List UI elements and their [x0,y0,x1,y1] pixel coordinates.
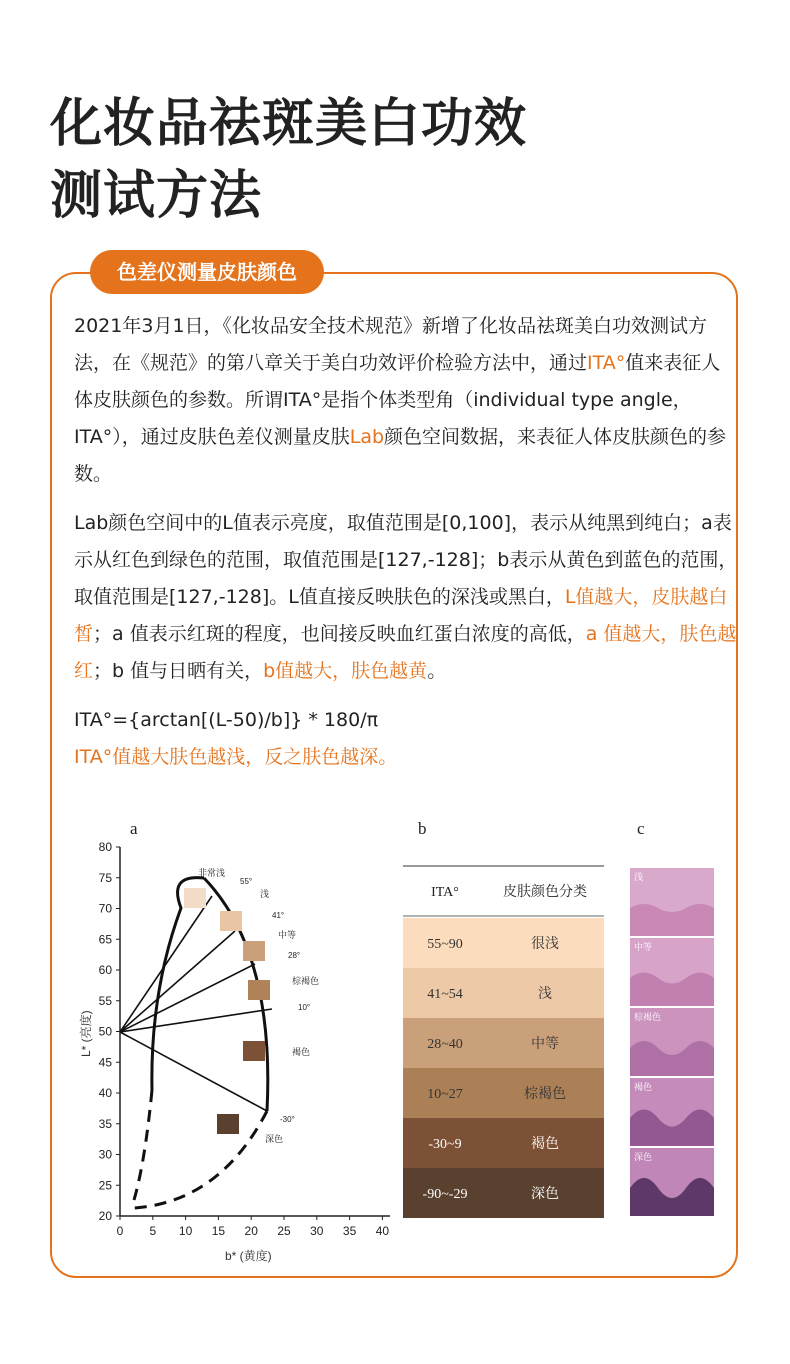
intro-highlight-lab: Lab [349,426,385,448]
y-tick-label: 80 [98,840,112,854]
y-tick-label: 65 [98,932,112,947]
arc-outer [134,1111,267,1208]
region-label-brown: 褐色 [292,1047,311,1057]
region-label-dark: 深色 [265,1134,284,1144]
x-tick-label: 15 [211,1224,226,1238]
lab-text-3: ；b 值与日晒有关， [93,660,264,682]
arc-inner [134,1090,152,1200]
region-label-intermediate: 中等 [278,930,297,940]
page-title [50,88,527,232]
table-cell-class: 浅 [538,985,552,1001]
table-header-ita: ITA° [431,885,459,900]
section-label: 色差仪测量皮肤颜色 [90,250,324,294]
panel-c-letter: c [637,819,645,838]
y-tick-label: 60 [98,963,112,977]
panel-a-letter: a [130,819,138,838]
x-axis-label: b* (黄度) [225,1249,272,1263]
angle-label-28: 28° [288,951,301,960]
panel-b-letter: b [418,819,427,838]
swatch-very-light [184,888,206,908]
x-ticks [117,1216,390,1238]
paragraph-intro [74,308,738,493]
body-text [74,308,738,788]
table-cell-range: 55~90 [427,937,463,952]
histology-label: 棕褐色 [634,1012,662,1022]
table-cell-range: 28~40 [427,1037,463,1052]
table-header-class: 皮肤颜色分类 [503,883,587,899]
ita-figure [60,812,730,1272]
intro-highlight-ita: ITA° [587,352,626,374]
lab-highlight-b: b值越大，肤色越黄 [263,660,428,682]
histology-label: 浅 [634,872,644,882]
lab-highlight-l: L值越大，皮肤越白皙 [74,586,728,645]
histology-label: 深色 [634,1152,653,1162]
lab-text-1: Lab颜色空间中的L值表示亮度，取值范围是[0,100]，表示从纯黑到纯白；a表示从红色到绿色的范围，取值范围是[127,-128]；b表示从黄色到蓝色的范围，取值范围是[127,-128]。L值直接反映肤色的深浅或黑白， [74,512,738,608]
angle-label-10: 10° [298,1003,311,1012]
x-tick-label: 5 [149,1224,157,1238]
y-tick-label: 40 [98,1086,112,1100]
histology-label: 褐色 [634,1082,653,1092]
x-tick-label: 30 [310,1224,324,1238]
swatch-brown [243,1041,265,1061]
histology-panel [630,819,714,1216]
ita-conclusion: ITA°值越大肤色越浅，反之肤色越深。 [74,746,398,768]
histology-label: 中等 [634,942,653,952]
y-axis-label: L* (亮度) [79,1010,93,1057]
y-ticks [99,840,120,1223]
intro-text-3: 颜色空间数据，来表征人体皮肤颜色的参数。 [74,426,727,485]
lab-text-4: 。 [427,660,447,682]
y-tick-label: 70 [98,901,112,916]
y-tick-label: 20 [98,1209,112,1223]
table-cell-class: 棕褐色 [524,1085,566,1101]
y-tick-label: 35 [98,1116,112,1131]
table-cell-range: 10~27 [427,1087,463,1102]
angle-label-41: 41° [272,911,285,920]
swatch-dark [217,1114,239,1134]
table-cell-range: -90~-29 [422,1187,468,1202]
y-tick-label: 30 [98,1147,112,1162]
table-cell-range: -30~9 [428,1137,462,1152]
y-tick-label: 50 [98,1024,112,1039]
x-tick-label: 25 [277,1224,291,1238]
x-tick-label: 20 [244,1224,258,1238]
lab-text-2: ；a 值表示红斑的程度，也间接反映血红蛋白浓度的高低， [93,623,586,645]
swatch-tan [248,980,270,1000]
angle-label-minus30: -30° [280,1115,295,1124]
y-tick-label: 75 [98,870,112,885]
table-cell-class: 中等 [531,1035,559,1051]
table-cell-range: 41~54 [427,987,463,1002]
x-tick-label: 10 [178,1224,193,1238]
paragraph-formula [74,702,738,776]
y-tick-label: 45 [98,1055,112,1070]
region-label-tan: 棕褐色 [292,976,320,986]
x-tick-label: 0 [116,1224,124,1238]
ita-diagram [78,819,390,1263]
ita-formula: ITA°={arctan[(L-50)/b]} * 180/π [74,709,379,731]
swatch-intermediate [243,941,265,961]
paragraph-lab [74,505,738,690]
title-line-1: 化妆品祛斑美白功效 [50,94,528,154]
table-rows [403,918,604,1218]
lab-highlight-a: a 值越大，肤色越红 [74,623,737,682]
table-cell-class: 深色 [531,1185,559,1201]
angle-label-55: 55° [240,877,253,886]
x-tick-label: 40 [375,1224,390,1238]
y-tick-label: 55 [98,993,112,1008]
histology-strips [630,868,714,1216]
x-tick-label: 35 [342,1224,357,1238]
table-cell-class: 褐色 [531,1135,559,1151]
ita-classification-table [403,819,604,1218]
intro-text-1: 2021年3月1日，《化妆品安全技术规范》新增了化妆品祛斑美白功效测试方法，在《规范》的第八章关于美白功效评价检验方法中，通过 [74,315,708,374]
intro-text-2: 值来表征人体皮肤颜色的参数。所谓ITA°是指个体类型角（individual type angle，ITA°），通过皮肤色差仪测量皮肤 [74,352,721,448]
title-line-2: 测试方法 [50,166,263,226]
y-tick-label: 25 [98,1178,112,1193]
arc-inner-solid [152,878,204,1090]
region-label-light: 浅 [260,889,270,899]
region-label-very-light: 非常浅 [198,868,226,878]
swatch-light [220,911,242,931]
table-cell-class: 很浅 [531,935,559,951]
